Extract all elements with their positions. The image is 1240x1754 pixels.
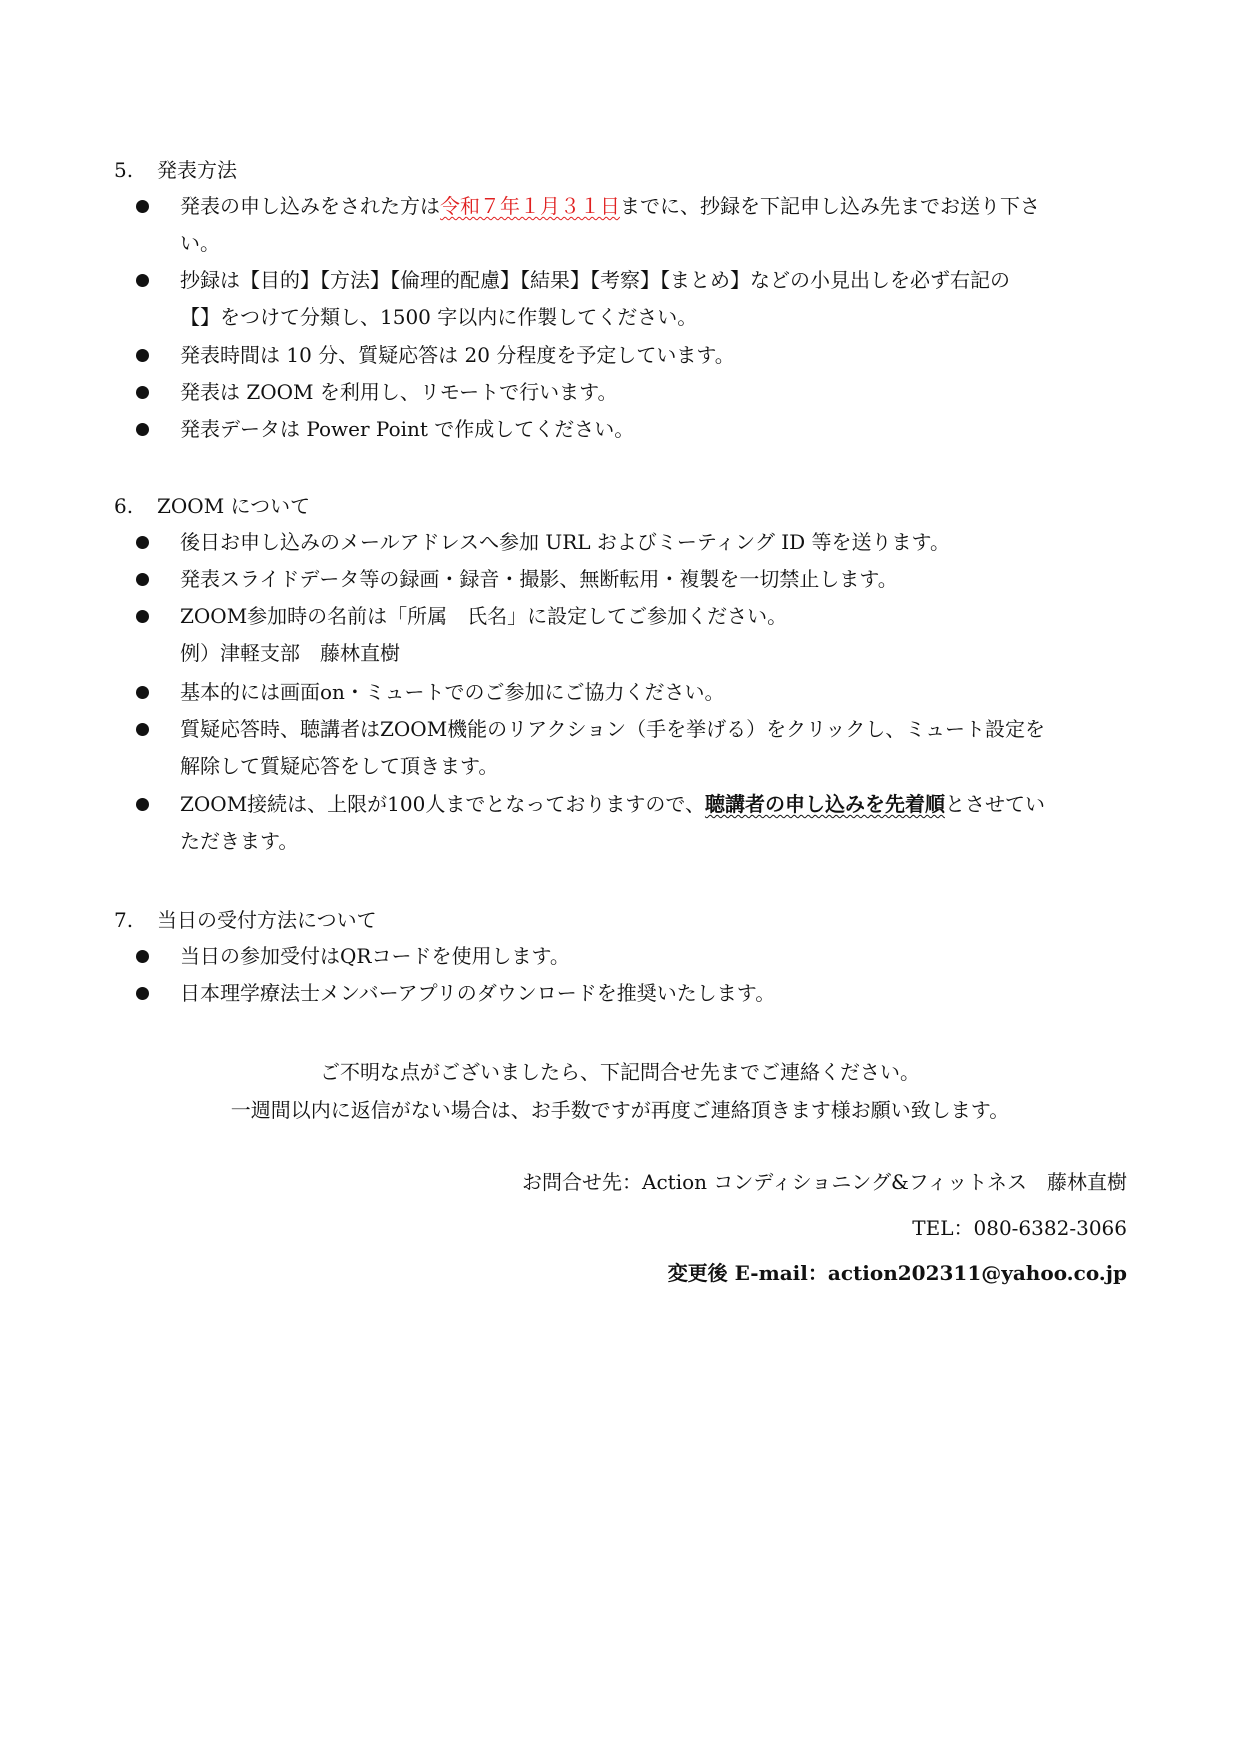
item-text: 発表時間は 10 分、質疑応答は 20 分程度を予定しています。 [180, 343, 735, 367]
list-item-text [180, 598, 1180, 672]
list-item [136, 561, 1136, 598]
item-text: 後日お申し込みのメールアドレスへ参加 URL およびミーティング ID 等を送ります。 [180, 530, 950, 554]
list-item [136, 938, 1136, 975]
emphasis-text: 聴講者の申し込みを先着順 [704, 792, 945, 816]
item-text: 質疑応答時、聴講者はZOOM機能のリアクション（手を挙げる）をクリックし、ミュート設定を [180, 717, 1045, 741]
bullet-icon [136, 423, 149, 436]
bullet-icon [136, 536, 149, 549]
item-text: とさせてい [944, 792, 1045, 816]
list-item-text [180, 786, 1180, 860]
item-text: 発表は ZOOM を利用し、リモートで行います。 [180, 380, 618, 404]
item-text-continued: 解除して質疑応答をして頂きます。 [180, 754, 499, 778]
list-item-text [180, 711, 1180, 785]
bullet-icon [136, 950, 149, 963]
item-text: 当日の参加受付はQRコードを使用します。 [180, 944, 570, 968]
item-text: 発表スライドデータ等の録画・録音・撮影、無断転用・複製を一切禁止します。 [180, 567, 898, 591]
list-item [136, 188, 1136, 262]
section-title: 発表方法 [157, 158, 237, 182]
section-6-heading [114, 492, 310, 520]
list-item [136, 337, 1136, 374]
contact-tel: TEL：080-6382-3066 [912, 1216, 1127, 1240]
bullet-icon [136, 274, 149, 287]
item-text: 発表の申し込みをされた方は [180, 194, 440, 218]
bullet-icon [136, 610, 149, 623]
item-text: 日本理学療法士メンバーアプリのダウンロードを推奨いたします。 [180, 981, 776, 1005]
bullet-icon [136, 386, 149, 399]
item-text: 抄録は【目的】【方法】【倫理的配慮】【結果】【考察】【まとめ】などの小見出しを必ず右記の [180, 268, 1010, 292]
bullet-icon [136, 798, 149, 811]
item-text: 発表データは Power Point で作成してください。 [180, 417, 635, 441]
contact-email: 変更後 E-mail：action202311@yahoo.co.jp [667, 1261, 1127, 1285]
list-item-text [180, 262, 1180, 336]
item-text: 基本的には画面on・ミュートでのご参加にご協力ください。 [180, 680, 725, 704]
bullet-icon [136, 349, 149, 362]
item-text: ZOOM接続は、上限が100人までとなっておりますので、 [180, 792, 705, 816]
item-text: ZOOM参加時の名前は「所属 氏名」に設定してご参加ください。 [180, 604, 788, 628]
bullet-icon [136, 723, 149, 736]
section-5-heading [114, 156, 237, 184]
item-text-continued: ただきます。 [180, 829, 299, 853]
section-title: 当日の受付方法について [157, 908, 377, 932]
list-item [136, 411, 1136, 448]
example-text: 例）津軽支部 藤林直樹 [180, 641, 400, 665]
list-item [136, 524, 1136, 561]
list-item [136, 374, 1136, 411]
list-item [136, 711, 1136, 785]
bullet-icon [136, 200, 149, 213]
list-item-text [180, 188, 1180, 262]
bullet-icon [136, 987, 149, 1000]
notice-line: 一週間以内に返信がない場合は、お手数ですが再度ご連絡頂きます様お願い致します。 [230, 1098, 1010, 1122]
section-7-heading [114, 906, 377, 934]
deadline-date: 令和７年１月３１日 [440, 194, 620, 218]
notice-line: ご不明な点がございましたら、下記問合せ先までご連絡ください。 [320, 1060, 920, 1084]
item-text-continued: い。 [180, 231, 220, 255]
list-item [136, 786, 1136, 860]
list-item [136, 975, 1136, 1012]
list-item [136, 674, 1136, 711]
section-title: ZOOM について [157, 494, 311, 518]
bullet-icon [136, 573, 149, 586]
list-item [136, 598, 1136, 672]
list-item [136, 262, 1136, 336]
item-text-continued: 【】をつけて分類し、1500 字以内に作製してください。 [180, 305, 698, 329]
section-number: 5. [114, 158, 134, 182]
item-text: までに、抄録を下記申し込み先までお送り下さ [620, 194, 1040, 218]
bullet-icon [136, 686, 149, 699]
contact-inquiry: お問合せ先：Action コンディショニング&フィットネス 藤林直樹 [522, 1170, 1127, 1194]
section-number: 7. [114, 908, 134, 932]
section-number: 6. [114, 494, 134, 518]
